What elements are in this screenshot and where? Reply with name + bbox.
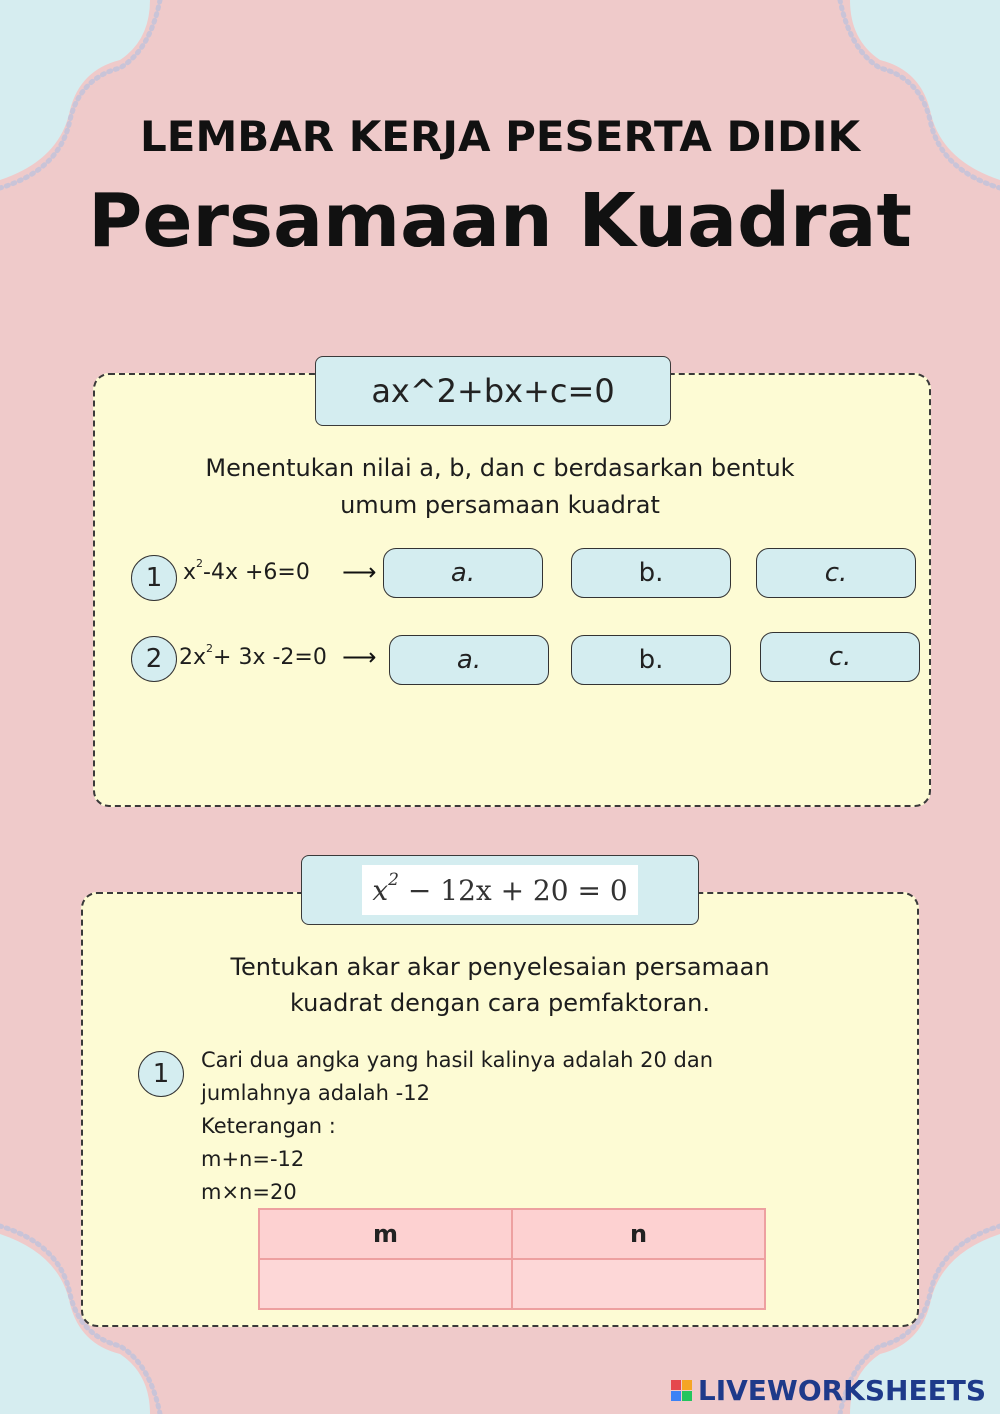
instruction-line-1: Tentukan akar akar penyelesaian persamaan (230, 953, 770, 981)
problem-2-number: 2 (131, 636, 177, 682)
corner-decoration-top-right (800, 0, 1000, 200)
table-header-row (259, 1209, 765, 1259)
worksheet-title: Persamaan Kuadrat (88, 178, 912, 264)
mn-table (258, 1208, 766, 1310)
step-line: jumlahnya adalah -12 (201, 1081, 430, 1105)
step-line: Cari dua angka yang hasil kalinya adalah 20 dan (201, 1048, 714, 1072)
liveworksheets-brand (671, 1374, 986, 1407)
step-1-number: 1 (138, 1051, 184, 1097)
formula-base: x (372, 873, 389, 907)
general-form-formula: ax^2+bx+c=0 (315, 356, 671, 426)
answer-c-box[interactable]: c. (756, 548, 916, 598)
step-line: m×n=20 (201, 1180, 297, 1204)
corner-decoration-top-left (0, 0, 200, 200)
answer-a-box[interactable]: a. (383, 548, 543, 598)
brand-name: LIVEWORKSHEETS (697, 1374, 986, 1407)
problem-2-equation (179, 641, 327, 670)
eq-base: 2x (179, 645, 207, 670)
problem-1-number: 1 (131, 555, 177, 601)
step-line: Keterangan : (201, 1114, 336, 1138)
answer-b-box[interactable]: b. (571, 548, 731, 598)
instruction-line-2: umum persamaan kuadrat (340, 491, 660, 519)
formula-rest: − 12x + 20 = 0 (407, 873, 628, 907)
liveworksheets-logo-icon (671, 1380, 692, 1401)
formula-image (362, 865, 637, 915)
worksheet-subtitle: LEMBAR KERJA PESERTA DIDIK (140, 112, 860, 161)
eq-rest: + 3x -2=0 (213, 645, 327, 670)
m-answer-cell[interactable] (259, 1259, 512, 1309)
section-2-instruction (0, 949, 1000, 1021)
formula-exponent: 2 (388, 870, 399, 890)
eq-exponent: 2 (206, 641, 214, 655)
answer-a-box[interactable]: a. (389, 635, 549, 685)
step-1-text (201, 1044, 841, 1209)
problem-1-equation (183, 556, 310, 585)
answer-c-box[interactable]: c. (760, 632, 920, 682)
eq-rest: -4x +6=0 (203, 560, 310, 585)
eq-exponent: 2 (196, 556, 204, 570)
quadratic-equation-formula (301, 855, 699, 925)
table-header-m: m (259, 1209, 512, 1259)
table-row (259, 1259, 765, 1309)
instruction-line-1: Menentukan nilai a, b, dan c berdasarkan bentuk (205, 454, 795, 482)
step-line: m+n=-12 (201, 1147, 305, 1171)
arrow-icon: ⟶ (342, 643, 377, 671)
arrow-icon: ⟶ (342, 558, 377, 586)
section-1-instruction (0, 450, 1000, 524)
n-answer-cell[interactable] (512, 1259, 765, 1309)
instruction-line-2: kuadrat dengan cara pemfaktoran. (290, 989, 710, 1017)
answer-b-box[interactable]: b. (571, 635, 731, 685)
table-header-n: n (512, 1209, 765, 1259)
eq-base: x (183, 560, 197, 585)
